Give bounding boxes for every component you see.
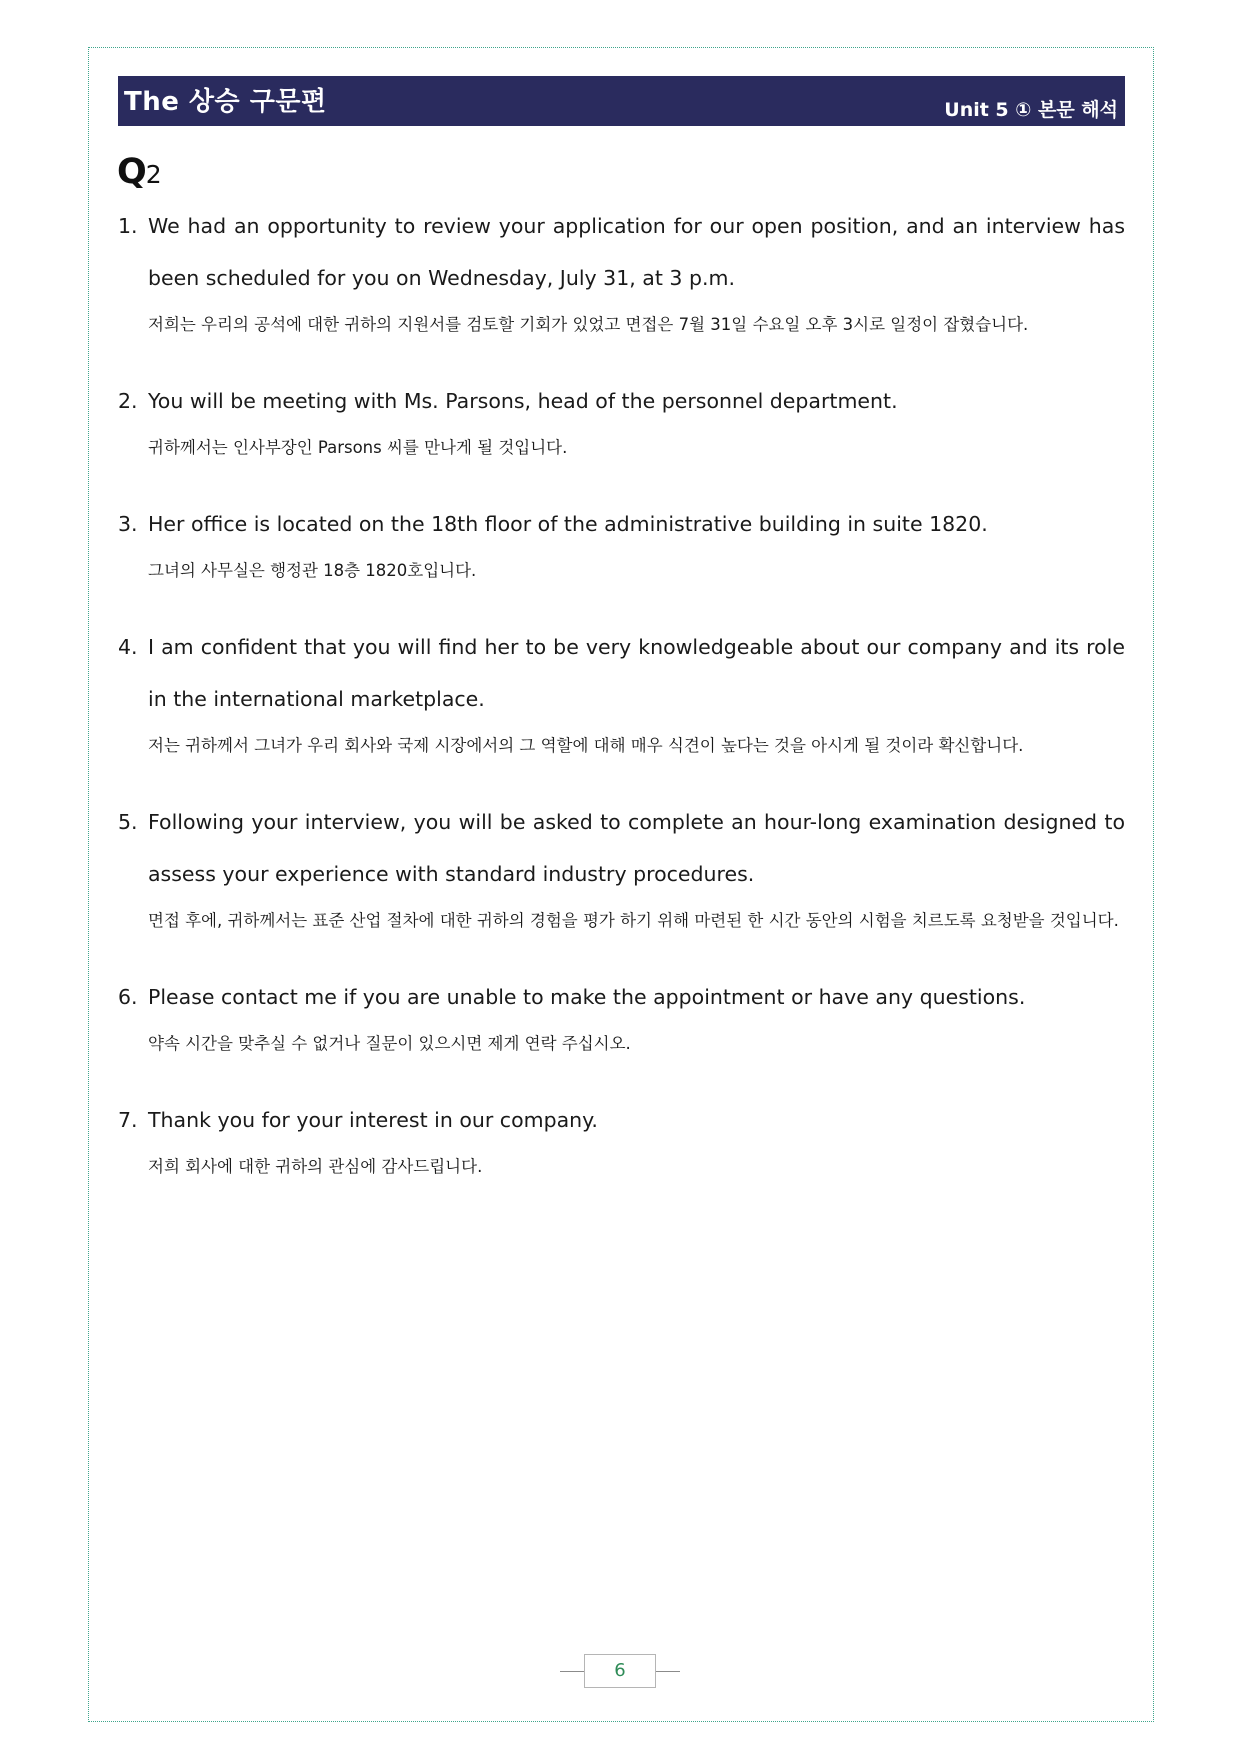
header-unit-label: Unit 5 ① 본문 해석 [944,99,1118,121]
sentence-number: 6. [118,985,138,1009]
english-sentence [118,1094,1125,1146]
question-number: 2 [145,160,162,189]
english-text: I am confident that you will find her to be very knowledgeable about our company and its role in the international marketplace. [148,635,1125,711]
english-text: Thank you for your interest in our company. [148,1108,598,1132]
english-sentence [118,971,1125,1023]
english-text: Following your interview, you will be asked to complete an hour-long examination designed to assess your experience with standard industry procedures. [148,810,1125,886]
sentence-number: 5. [118,810,138,834]
page-number: 6 [584,1654,656,1688]
korean-translation: 저희 회사에 대한 귀하의 관심에 감사드립니다. [148,1157,483,1176]
english-text: Her office is located on the 18th floor of the administrative building in suite 1820. [148,512,988,536]
english-text: We had an opportunity to review your application for our open position, and an interview has been scheduled for you on Wednesday, July 31, at 3 p.m. [148,214,1125,290]
english-text: Please contact me if you are unable to make the appointment or have any questions. [148,985,1026,1009]
page-footer [560,1654,680,1688]
sentence-number: 2. [118,389,138,413]
sentence-number: 4. [118,635,138,659]
sentence-number: 1. [118,214,138,238]
korean-translation: 면접 후에, 귀하께서는 표준 산업 절차에 대한 귀하의 경험을 평가 하기 위해 마련된 한 시간 동안의 시험을 치르도록 요청받을 것입니다. [148,911,1119,930]
section-label [117,150,162,190]
english-sentence [118,621,1125,725]
korean-translation: 그녀의 사무실은 행정관 18층 1820호입니다. [148,561,477,580]
korean-translation: 저희는 우리의 공석에 대한 귀하의 지원서를 검토할 기회가 있었고 면접은 7월 31일 수요일 오후 3시로 일정이 잡혔습니다. [148,315,1029,334]
header-bar [118,76,1125,126]
sentence-number: 3. [118,512,138,536]
korean-translation: 귀하께서는 인사부장인 Parsons 씨를 만나게 될 것입니다. [148,438,568,457]
sentence-list [118,200,1125,1181]
sentence-item [118,796,1125,935]
korean-translation: 저는 귀하께서 그녀가 우리 회사와 국제 시장에서의 그 역할에 대해 매우 식견이 높다는 것을 아시게 될 것이라 확신합니다. [148,736,1024,755]
question-mark-label: Q [117,152,145,192]
page-number-rule-right [656,1671,680,1672]
english-text: You will be meeting with Ms. Parsons, head of the personnel department. [148,389,898,413]
korean-translation: 약속 시간을 맞추실 수 없거나 질문이 있으시면 제게 연락 주십시오. [148,1034,631,1053]
header-title: The 상승 구문편 [124,87,327,117]
sentence-number: 7. [118,1108,138,1132]
page-number-rule-left [560,1671,584,1672]
english-sentence [118,200,1125,304]
sentence-item [118,1094,1125,1181]
english-sentence [118,796,1125,900]
sentence-item [118,498,1125,585]
english-sentence [118,498,1125,550]
sentence-item [118,200,1125,339]
sentence-item [118,621,1125,760]
sentence-item [118,375,1125,462]
english-sentence [118,375,1125,427]
sentence-item [118,971,1125,1058]
